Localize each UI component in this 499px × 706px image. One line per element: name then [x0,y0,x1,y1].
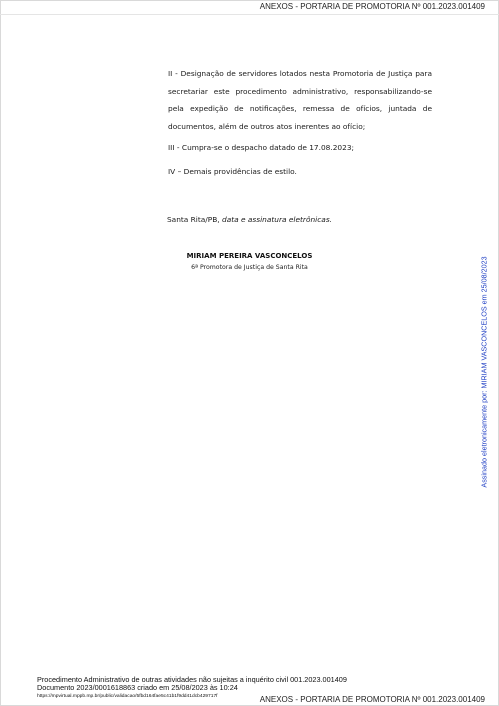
paragraph-iii: III - Cumpra-se o despacho datado de 17.08.2023; [168,143,355,152]
paragraph-ii: II - Designação de servidores lotados nesta Promotoria de Justiça para secretariar este procedimento administrativo, responsabilizando-se pela expedição de notificações, remessa de ofícios, juntada de documentos, além de outros atos inerentes ao ofício; [168,69,432,131]
footer-validation-url[interactable]: https://mpvirtual.mppb.mp.br/public/validacao/5fbd164fae5c41b1f9dd41dcb429717f [37,693,218,699]
place-and-date [0,211,499,228]
footer-title: ANEXOS - PORTARIA DE PROMOTORIA Nº 001.2023.001409 [259,695,485,704]
footer-document-line: Documento 2023/0001618863 criado em 25/08/2023 às 10:24 [37,683,238,693]
electronic-signature-stamp [478,252,490,492]
signer-name: MIRIAM PEREIRA VASCONCELOS [186,252,313,260]
date-signature-text: data e assinatura eletrônicas. [222,215,333,224]
signature-stamp-text: Assinado eletronicamente por: MIRIAM VASCONCELOS em 25/08/2023 [479,256,489,488]
header-divider [0,14,499,15]
place-text: Santa Rita/PB, [166,215,220,224]
header-title: ANEXOS - PORTARIA DE PROMOTORIA Nº 001.2023.001409 [259,2,485,11]
paragraph-iv: IV – Demais providências de estilo. [168,167,297,176]
signer-role: 6ª Promotora de Justiça de Santa Rita [191,264,308,271]
footer-procedure-line: Procedimento Administrativo de outras atividades não sujeitas a inquérito civil 001.2023.001409 [37,675,347,684]
